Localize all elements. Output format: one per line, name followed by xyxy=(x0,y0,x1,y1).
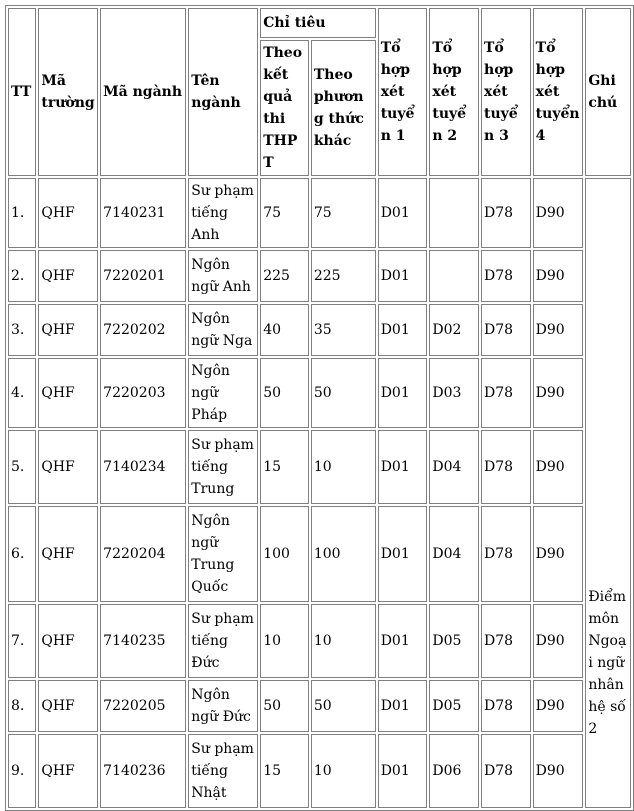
cell-combo3: D78 xyxy=(481,250,531,302)
cell-code: 7140235 xyxy=(100,604,186,678)
cell-code: 7140236 xyxy=(100,734,186,808)
cell-thpt: 75 xyxy=(260,178,309,248)
header-combo-3: Tổ hợp xét tuyển 3 xyxy=(481,8,531,176)
cell-tt: 2. xyxy=(8,250,36,302)
cell-tt: 8. xyxy=(8,680,36,732)
cell-tt: 9. xyxy=(8,734,36,808)
table-row xyxy=(8,178,631,248)
cell-combo2: D03 xyxy=(429,358,479,428)
table-row xyxy=(8,734,631,808)
cell-school: QHF xyxy=(38,250,98,302)
cell-combo3: D78 xyxy=(481,304,531,356)
header-major-name: Tên ngành xyxy=(188,8,258,176)
cell-combo1: D01 xyxy=(378,178,428,248)
cell-combo3: D78 xyxy=(481,680,531,732)
cell-other: 225 xyxy=(311,250,376,302)
cell-name: Sư phạm tiếng Nhật xyxy=(188,734,258,808)
cell-combo4: D90 xyxy=(533,604,584,678)
header-combo-4: Tổ hợp xét tuyển 4 xyxy=(533,8,584,176)
table-row xyxy=(8,430,631,504)
cell-combo1: D01 xyxy=(378,304,428,356)
cell-combo1: D01 xyxy=(378,358,428,428)
cell-combo1: D01 xyxy=(378,430,428,504)
cell-combo3: D78 xyxy=(481,604,531,678)
cell-other: 50 xyxy=(311,358,376,428)
cell-combo4: D90 xyxy=(533,304,584,356)
cell-combo1: D01 xyxy=(378,680,428,732)
cell-combo3: D78 xyxy=(481,506,531,602)
cell-combo3: D78 xyxy=(481,358,531,428)
cell-other: 100 xyxy=(311,506,376,602)
cell-thpt: 50 xyxy=(260,680,309,732)
cell-combo4: D90 xyxy=(533,430,584,504)
cell-combo4: D90 xyxy=(533,178,584,248)
cell-combo1: D01 xyxy=(378,506,428,602)
cell-name: Ngôn ngữ Anh xyxy=(188,250,258,302)
cell-combo1: D01 xyxy=(378,604,428,678)
cell-school: QHF xyxy=(38,430,98,504)
cell-combo4: D90 xyxy=(533,734,584,808)
cell-other: 10 xyxy=(311,604,376,678)
cell-tt: 3. xyxy=(8,304,36,356)
table-row xyxy=(8,304,631,356)
header-tt: TT xyxy=(8,8,36,176)
cell-combo2: D05 xyxy=(429,680,479,732)
cell-thpt: 100 xyxy=(260,506,309,602)
cell-name: Sư phạm tiếng Đức xyxy=(188,604,258,678)
cell-combo2: D04 xyxy=(429,506,479,602)
cell-tt: 5. xyxy=(8,430,36,504)
cell-combo2: D02 xyxy=(429,304,479,356)
note-text: Điểm môn Ngoại ngữ nhân hệ số 2 xyxy=(588,589,627,737)
cell-name: Ngôn ngữ Trung Quốc xyxy=(188,506,258,602)
table-row xyxy=(8,358,631,428)
cell-combo3: D78 xyxy=(481,430,531,504)
cell-other: 10 xyxy=(311,430,376,504)
cell-combo3: D78 xyxy=(481,734,531,808)
cell-name: Sư phạm tiếng Anh xyxy=(188,178,258,248)
cell-other: 50 xyxy=(311,680,376,732)
cell-combo2: D04 xyxy=(429,430,479,504)
cell-name: Sư phạm tiếng Trung xyxy=(188,430,258,504)
cell-code: 7140234 xyxy=(100,430,186,504)
cell-tt: 7. xyxy=(8,604,36,678)
header-note: Ghi chú xyxy=(585,8,631,176)
cell-combo4: D90 xyxy=(533,680,584,732)
header-combo-1: Tổ hợp xét tuyển 1 xyxy=(378,8,428,176)
cell-code: 7220205 xyxy=(100,680,186,732)
cell-combo1: D01 xyxy=(378,734,428,808)
note-cell xyxy=(585,178,631,808)
table-row xyxy=(8,506,631,602)
cell-name: Ngôn ngữ Nga xyxy=(188,304,258,356)
cell-tt: 1. xyxy=(8,178,36,248)
cell-combo2 xyxy=(429,178,479,248)
header-quota: Chỉ tiêu xyxy=(260,8,376,38)
cell-combo4: D90 xyxy=(533,358,584,428)
admissions-table xyxy=(5,5,634,811)
table-row xyxy=(8,604,631,678)
cell-code: 7220203 xyxy=(100,358,186,428)
cell-thpt: 10 xyxy=(260,604,309,678)
cell-code: 7220202 xyxy=(100,304,186,356)
cell-code: 7140231 xyxy=(100,178,186,248)
cell-thpt: 15 xyxy=(260,430,309,504)
cell-code: 7220204 xyxy=(100,506,186,602)
cell-combo3: D78 xyxy=(481,178,531,248)
cell-name: Ngôn ngữ Pháp xyxy=(188,358,258,428)
cell-name: Ngôn ngữ Đức xyxy=(188,680,258,732)
cell-thpt: 15 xyxy=(260,734,309,808)
header-quota-other: Theo phương thức khác xyxy=(311,40,376,176)
header-quota-thpt: Theo kết quả thi THPT xyxy=(260,40,309,176)
cell-thpt: 225 xyxy=(260,250,309,302)
cell-other: 35 xyxy=(311,304,376,356)
cell-other: 75 xyxy=(311,178,376,248)
cell-combo2: D06 xyxy=(429,734,479,808)
header-combo-2: Tổ hợp xét tuyển 2 xyxy=(429,8,479,176)
header-major-code: Mã ngành xyxy=(100,8,186,176)
cell-school: QHF xyxy=(38,304,98,356)
header-row-1 xyxy=(8,8,631,38)
cell-combo4: D90 xyxy=(533,506,584,602)
cell-other: 10 xyxy=(311,734,376,808)
table-row xyxy=(8,680,631,732)
cell-school: QHF xyxy=(38,680,98,732)
cell-tt: 4. xyxy=(8,358,36,428)
cell-thpt: 50 xyxy=(260,358,309,428)
cell-school: QHF xyxy=(38,178,98,248)
cell-combo1: D01 xyxy=(378,250,428,302)
cell-combo2: D05 xyxy=(429,604,479,678)
cell-thpt: 40 xyxy=(260,304,309,356)
cell-tt: 6. xyxy=(8,506,36,602)
cell-school: QHF xyxy=(38,734,98,808)
cell-combo4: D90 xyxy=(533,250,584,302)
cell-school: QHF xyxy=(38,506,98,602)
table-row xyxy=(8,250,631,302)
cell-combo2 xyxy=(429,250,479,302)
cell-school: QHF xyxy=(38,358,98,428)
cell-school: QHF xyxy=(38,604,98,678)
cell-code: 7220201 xyxy=(100,250,186,302)
header-school-code: Mã trường xyxy=(38,8,98,176)
